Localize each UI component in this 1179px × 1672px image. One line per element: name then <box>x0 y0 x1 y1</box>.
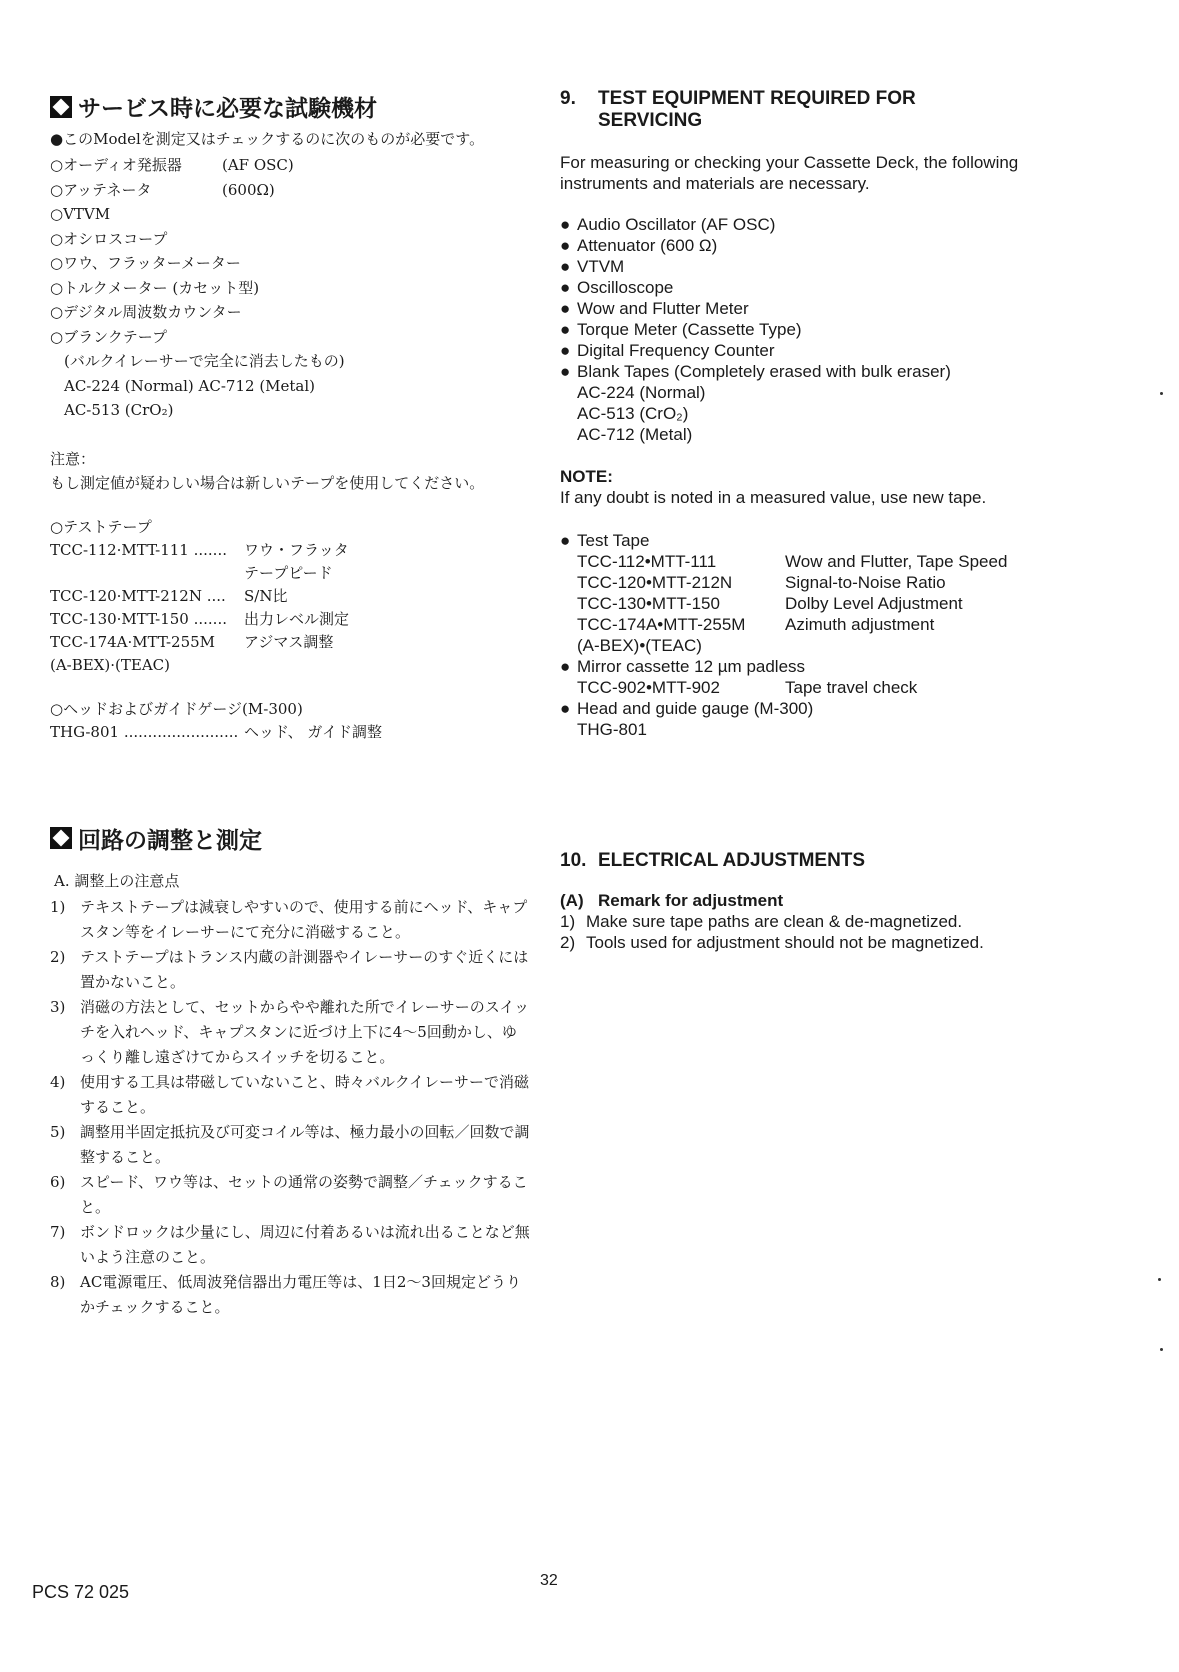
list-item: ○アッテネータ (600Ω) <box>50 180 275 199</box>
table-row: TCC-120·MTT-212N .... S/N比 <box>50 586 288 605</box>
table-row: (A-BEX)•(TEAC) <box>577 636 702 655</box>
page-number: 32 <box>540 1572 558 1589</box>
list-item: ○オシロスコープ <box>50 229 168 248</box>
remark-list <box>560 911 1060 953</box>
jp-adjust-subheading: A. 調整上の注意点 <box>54 871 180 890</box>
en-gauge <box>560 698 1060 719</box>
list-item: ○オーディオ発振器 (AF OSC) <box>50 156 294 174</box>
list-item: ○VTVM <box>50 205 111 223</box>
en-blank-tapes: AC-224 (Normal) AC-513 (CrO₂) AC-712 (Metal) <box>577 383 706 444</box>
bullet-icon: ● <box>560 278 571 297</box>
list-item: 4) 使用する工具は帯磁していないこと、時々バルクイレーサーで消磁すること。 <box>50 1072 529 1116</box>
table-row: TCC-112·MTT-111 ....... ワウ・フラッタ <box>50 540 349 559</box>
jp-blank-tapes-1: AC-224 (Normal) AC-712 (Metal) <box>64 376 316 395</box>
jp-test-tapes: ○テストテープ TCC-112·MTT-111 ....... ワウ・フラッタ テープピード TCC-120·MTT-212N .... S/N比 TCC-130·MTT-150 ....... 出力レベル測定 TCC-174A·MTT-255M アジマス調整 (A-BEX)·(TEAC) <box>50 515 530 677</box>
en-equipment-list <box>560 214 1060 382</box>
jp-blank-note: (バルクイレーサーで完全に消去したもの) <box>64 352 345 370</box>
jp-equipment-list <box>50 153 530 423</box>
list-item: 2) テストテープはトランス内蔵の計測器やイレーサーのすぐ近くには置かないこと。 <box>50 947 529 991</box>
scan-speck <box>1160 1348 1163 1351</box>
jp-adjust-list <box>50 895 530 1320</box>
list-item: 3) 消磁の方法として、セットからやや離れた所でイレーサーのスイッチを入れヘッド、キャプスタンに近づけ上下に4～5回動かし、ゆっくり離し遠ざけてからスイッチを切ること。 <box>50 997 530 1066</box>
list-item: ○ブランクテープ <box>50 327 168 346</box>
list-item: ● Head and guide gauge (M-300) <box>560 699 814 718</box>
list-item: 1) テキストテープは減衰しやすいので、使用する前にヘッド、キャプスタン等をイレーサーにて充分に消磁すること。 <box>50 897 528 941</box>
table-row: (A-BEX)·(TEAC) <box>50 655 170 674</box>
section-marker-icon <box>50 827 72 849</box>
list-item: 1) Make sure tape paths are clean & de-magnetized. <box>560 912 963 931</box>
table-row: TCC-112•MTT-111 Wow and Flutter, Tape Speed <box>577 552 1008 571</box>
en-mirror-cassette <box>560 656 1060 677</box>
jp-heading-adjustments: 回路の調整と測定 <box>50 822 530 855</box>
list-item: ● Oscilloscope <box>560 278 674 297</box>
section-marker-icon <box>50 96 72 118</box>
jp-blank-tapes-2: AC-513 (CrO₂) <box>64 401 174 419</box>
jp-gauge: ○ヘッドおよびガイドゲージ(M-300) THG-801 ........................ ヘッド、 ガイド調整 <box>50 699 382 741</box>
japanese-column <box>50 90 530 1320</box>
en-test-tape-list <box>560 530 1060 551</box>
table-row: TCC-174A•MTT-255M Azimuth adjustment <box>577 615 935 634</box>
en-intro: For measuring or checking your Cassette Deck, the following instruments and materials are necessary. <box>560 153 1019 193</box>
bullet-icon: ● <box>560 657 571 676</box>
en-gauge-model: THG-801 <box>577 720 647 739</box>
table-row: TCC-902•MTT-902 Tape travel check <box>577 678 918 697</box>
remark-heading: (A) Remark for adjustment <box>560 891 784 910</box>
bullet-icon: ● <box>560 299 571 318</box>
jp-note: 注意： もし測定値が疑わしい場合は新しいテープを使用してください。 <box>50 449 485 492</box>
list-item: 7) ボンドロックは少量にし、周辺に付着あるいは流れ出ることなど無いよう注意のこと。 <box>50 1222 530 1266</box>
list-item: 5) 調整用半固定抵抗及び可変コイル等は、極力最小の回転／回数で調整すること。 <box>50 1122 530 1166</box>
english-column <box>560 88 1060 953</box>
list-item: ● VTVM <box>560 257 625 276</box>
bullet-icon: ● <box>560 341 571 360</box>
bullet-icon: ● <box>560 236 571 255</box>
bullet-icon: ● <box>560 257 571 276</box>
table-row: TCC-120•MTT-212N Signal-to-Noise Ratio <box>577 573 946 592</box>
bullet-icon: ● <box>560 215 571 234</box>
list-item: ○デジタル周波数カウンター <box>50 303 242 321</box>
section-10-heading: 10. ELECTRICAL ADJUSTMENTS <box>560 850 866 871</box>
scan-speck <box>1158 1278 1161 1281</box>
section-9-heading: 9. TEST EQUIPMENT REQUIRED FOR SERVICING <box>560 88 916 131</box>
table-row: TCC-174A·MTT-255M アジマス調整 <box>50 632 334 651</box>
list-item: ● Mirror cassette 12 µm padless <box>560 657 806 676</box>
table-row: テープピード <box>244 563 333 582</box>
list-item: ● Digital Frequency Counter <box>560 341 775 360</box>
en-test-tapes <box>560 551 1060 656</box>
table-row: TCC-130·MTT-150 ....... 出力レベル測定 <box>50 609 350 628</box>
en-note: NOTE: If any doubt is noted in a measured value, use new tape. <box>560 467 987 507</box>
bullet-icon: ● <box>560 699 571 718</box>
table-row: TCC-130•MTT-150 Dolby Level Adjustment <box>577 594 963 613</box>
scan-speck <box>1160 392 1163 395</box>
bullet-icon: ● <box>560 320 571 339</box>
jp-heading-test-equipment: サービス時に必要な試験機材 <box>50 90 530 123</box>
list-item: ○トルクメーター (カセット型) <box>50 278 260 297</box>
list-item: ○ワウ、フラッターメーター <box>50 254 241 272</box>
jp-intro: ●このModelを測定又はチェックするのに次のものが必要です。 <box>50 130 485 148</box>
bullet-icon: ● <box>560 362 571 381</box>
list-item: ● Wow and Flutter Meter <box>560 299 749 318</box>
list-item: ● Test Tape <box>560 531 650 550</box>
bullet-icon: ● <box>560 531 571 550</box>
list-item: ● Audio Oscillator (AF OSC) <box>560 215 776 234</box>
list-item: 2) Tools used for adjustment should not be magnetized. <box>560 933 984 952</box>
list-item: ● Blank Tapes (Completely erased with bulk eraser) <box>560 362 951 381</box>
list-item: 6) スピード、ワウ等は、セットの通常の姿勢で調整／チェックすること。 <box>50 1172 528 1216</box>
list-item: ● Torque Meter (Cassette Type) <box>560 320 802 339</box>
list-item: 8) AC電源電圧、低周波発信器出力電圧等は、1日2～3回規定どうりかチェックすること。 <box>50 1272 521 1316</box>
list-item: ● Attenuator (600 Ω) <box>560 236 718 255</box>
document-code: PCS 72 025 <box>32 1582 130 1602</box>
